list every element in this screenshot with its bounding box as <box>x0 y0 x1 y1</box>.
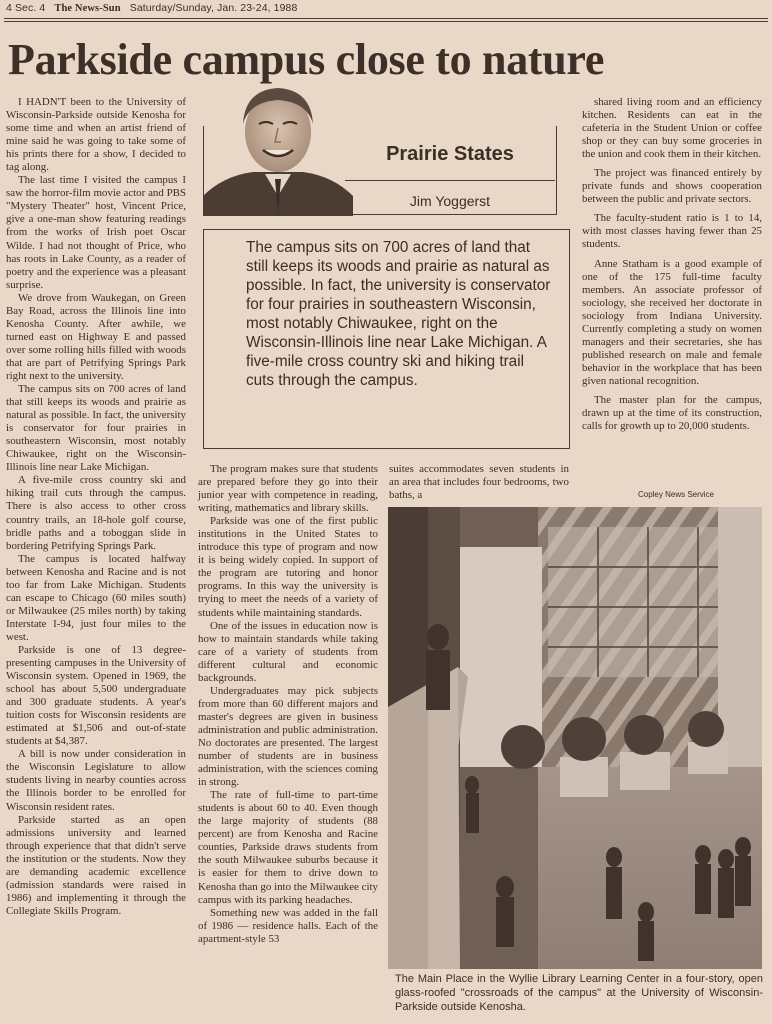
photo-caption: The Main Place in the Wyllie Library Learning Center in a four-story, open glass-roofed "crossroads of the campus" at the University of Wisconsin-Parkside outside Kenosha. <box>395 973 763 1013</box>
col4-paragraph: The master plan for the campus, drawn up at the time of its construction, calls for growth up to 20,000 students. <box>582 393 762 433</box>
col2-paragraph: One of the issues in education now is how to maintain standards while taking care of a variety of students from different cultural and economic backgrounds. <box>198 619 378 684</box>
column-author: Jim Yoggerst <box>409 193 491 209</box>
col1-paragraph: Parkside is one of 13 degree-presenting campuses in the University of Wisconsin system. Opened in 1969, the school has about 5,500 undergraduate and 300 graduate students. A year's tuition costs for Wisconsin residents are estimated at $1,506 and out-of-state students at $4,387. <box>6 643 186 748</box>
col4-paragraph: The project was financed entirely by private funds and shows cooperation between the public and private sectors. <box>582 167 762 206</box>
header-rule-2 <box>4 21 768 22</box>
col2-paragraph: Something new was added in the fall of 1986 — residence halls. Each of the apartment-style 53 <box>198 906 378 945</box>
newspaper-name: The News-Sun <box>54 3 121 14</box>
col1-paragraph: The last time I visited the campus I saw the horror-film movie actor and PBS "Mystery Theater" host, Vincent Price, give a one-man show featuring readings from the works of Irish poet Oscar Wilde. I had not thought of Price, who has roots in Lake County, as a reader of poetry and the experience was a pleasant surprise. <box>6 174 186 291</box>
page-header <box>6 2 766 16</box>
library-photo <box>388 507 762 969</box>
article-column-3 <box>389 463 569 502</box>
article-column-2 <box>198 463 378 946</box>
header-rule <box>4 18 768 19</box>
col1-paragraph: A five-mile cross country ski and hiking trail cuts through the campus. There is also access to other cross country trails, an 18-hole golf course, bridle paths and a toboggan slide in bordering Petrifying Springs Park. <box>6 474 186 552</box>
column-3-text: suites accommodates seven students in an area that includes four bedrooms, two baths, a <box>389 463 569 502</box>
column-title-rule <box>345 180 555 181</box>
article-column-4 <box>582 96 762 433</box>
col2-paragraph: Undergraduates may pick subjects from more than 60 different majors and master's degrees are given in business administration and public administration. No doctorates are presented. The largest number of students are in business administration, with the sciences coming in strong. <box>198 684 378 789</box>
wire-credit: Copley News Service <box>637 490 714 499</box>
article-column-1 <box>6 96 186 918</box>
col4-paragraph: shared living room and an efficiency kitchen. Residents can eat in the cafeteria in the Student Union or coffee shop or they can buy some groceries in the union and cook them in their kitchen. <box>582 96 762 161</box>
col1-paragraph: The campus sits on 700 acres of land that still keeps its woods and prairie as natural as possible. In fact, the university is conservator for four prairies in southeastern Wisconsin, most notably Chiwaukee, right on the Wisconsin-Illinois line near Lake Michigan. <box>6 383 186 474</box>
col1-paragraph: I HADN'T been to the University of Wisconsin-Parkside outside Kenosha for some time and when an artist friend of mine said he was going to take some of his prints there for a show, I decided to tag along. <box>6 96 186 174</box>
col4-paragraph: The faculty-student ratio is 1 to 14, with most classes having fewer than 25 students. <box>582 212 762 251</box>
headline: Parkside campus close to nature <box>8 35 605 84</box>
col4-paragraph: Anne Statham is a good example of one of the 175 full-time faculty members. An associate professor of sociology, she received her doctorate in sociology from Indiana University. Currently completing a study on women managers and their secretaries, she has published research on male and female behavior in the workplace that has been given national recognition. <box>582 257 762 387</box>
col1-paragraph: We drove from Waukegan, on Green Bay Road, across the Illinois line into Kenosha County. After awhile, we turned east on Highway E and passed over some rolling hills filled with woods that are part of Petrifying Springs Park right next to the university. <box>6 291 186 382</box>
col1-paragraph: The campus is located halfway between Kenosha and Racine and is not too far from Lake Michigan. Students can escape to Chicago (60 miles south) or Milwaukee (25 miles north) by taking Interstate I-94, just four miles to the west. <box>6 552 186 643</box>
issue-date: Saturday/Sunday, Jan. 23-24, 1988 <box>129 2 298 14</box>
pull-quote: The campus sits on 700 acres of land that still keeps its woods and prairie as natural as possible. In fact, the university is conservator for four prairies in southeastern Wisconsin, most notably Chiwaukee, right on the Wisconsin-Illinois line near Lake Michigan. A five-mile cross country ski and hiking trail cuts through the campus. <box>203 229 570 449</box>
column-title: Prairie States <box>386 143 514 165</box>
portrait-photo <box>203 84 353 216</box>
col1-paragraph: A bill is now under consideration in the Wisconsin Legislature to allow students living in nearby counties across the Illinois border to be enrolled for Wisconsin resident rates. <box>6 748 186 813</box>
col2-paragraph: Parkside was one of the first public institutions in the United States to introduce this type of program and now it is being widely copied. In support of the program are tutoring and honor programs. In this way the university is trying to meet the needs of a variety of students while maintaining standards. <box>198 515 378 619</box>
atrium-image <box>388 507 762 969</box>
col1-paragraph: Parkside started as an open admissions university and learned through experience that that didn't serve the institution or the students. Now they are demanding academic excellence (admission standards were raised in 1986) and implementing it through the Collegiate Skills Program. <box>6 813 186 917</box>
section-label: 4 Sec. 4 <box>6 2 46 14</box>
col2-paragraph: The program makes sure that students are prepared before they go into their junior year with competence in reading, writing, mathematics and library skills. <box>198 463 378 515</box>
col2-paragraph: The rate of full-time to part-time students is about 60 to 40. Even though the large majority of students (88 percent) are from Kenosha and Racine counties, Parkside draws students from the south Milwaukee suburbs because it is easier for them to drive down to Kenosha than go into the Milwaukee city campus with its parking headaches. <box>198 789 378 906</box>
